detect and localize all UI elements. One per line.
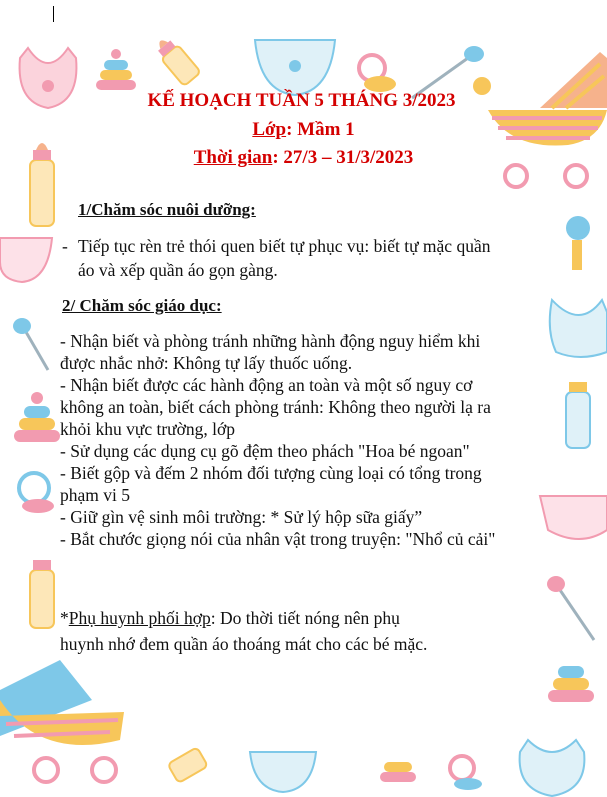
diaper-icon (255, 40, 335, 95)
section2-line: khỏi khu vực trường, lớp (60, 419, 236, 439)
section2-heading: 2/ Chăm sóc giáo dục: (62, 296, 222, 315)
parents-line (60, 607, 400, 629)
section2-line: - Sử dụng các dụng cụ gõ đệm theo phách "Hoa bé ngoan" (60, 441, 470, 461)
parents-line: huynh nhớ đem quần áo thoáng mát cho các bé mặc. (60, 634, 428, 654)
safety-pin-icon (547, 576, 594, 640)
section1-line: áo và xếp quần áo gọn gàng. (78, 260, 278, 280)
section2-line: - Bắt chước giọng nói của nhân vật trong truyện: "Nhổ củ cải" (60, 529, 496, 549)
diaper-icon (250, 752, 316, 792)
time-value: : 27/3 – 31/3/2023 (272, 147, 414, 168)
section2-line: - Giữ gìn vệ sinh môi trường: * Sử lý hộp sữa giấy” (60, 507, 423, 527)
section2-line: không an toàn, biết cách phòng tránh: Không theo người lạ ra (60, 397, 491, 417)
section2-line: được nhắc nhở: Không tự lấy thuốc uống. (60, 353, 353, 373)
section2-line: - Nhận biết được các hành động an toàn và một số nguy cơ (60, 375, 473, 395)
parents-prefix: * (60, 608, 69, 628)
baby-bottle-icon (30, 560, 54, 628)
section2-line: - Biết gộp và đếm 2 nhóm đối tượng cùng loại có tổng trong (60, 463, 482, 483)
class-label: Lớp (252, 119, 287, 140)
time-label: Thời gian (193, 147, 273, 168)
section2-line: phạm vi 5 (60, 485, 130, 505)
pacifier-icon (19, 473, 54, 513)
parents-label: Phụ huynh phối hợp (68, 608, 211, 628)
parents-text: : Do thời tiết nóng nên phụ (210, 608, 400, 628)
time-line (0, 147, 607, 169)
stacking-rings-icon (14, 392, 60, 442)
class-value: : Mầm 1 (286, 119, 355, 140)
class-line (0, 119, 607, 141)
section2-line: - Nhận biết và phòng tránh những hành động nguy hiểm khi (60, 331, 481, 351)
section1-heading: 1/Chăm sóc nuôi dưỡng: (78, 200, 256, 219)
section2-body (60, 330, 605, 550)
pacifier-icon (450, 756, 482, 790)
plan-title: KẾ HOẠCH TUẦN 5 THÁNG 3/2023 (147, 90, 456, 111)
pacifier-icon (359, 55, 396, 92)
section1-line: Tiếp tục rèn trẻ thói quen biết tự phục vụ: biết tự mặc quần (78, 236, 491, 256)
section1-bullet: - (62, 236, 68, 256)
baby-bottle-icon (168, 747, 208, 783)
text-cursor (53, 6, 54, 22)
baby-carriage-icon (0, 660, 124, 782)
diaper-icon (0, 238, 52, 282)
stacking-rings-icon (380, 762, 416, 782)
safety-pin-icon (13, 318, 48, 370)
rattle-icon (566, 216, 590, 270)
stacking-rings-icon (548, 666, 594, 702)
stacking-rings-icon (96, 49, 136, 90)
baby-bottle-icon (152, 34, 201, 86)
baby-bib-icon (520, 740, 585, 796)
